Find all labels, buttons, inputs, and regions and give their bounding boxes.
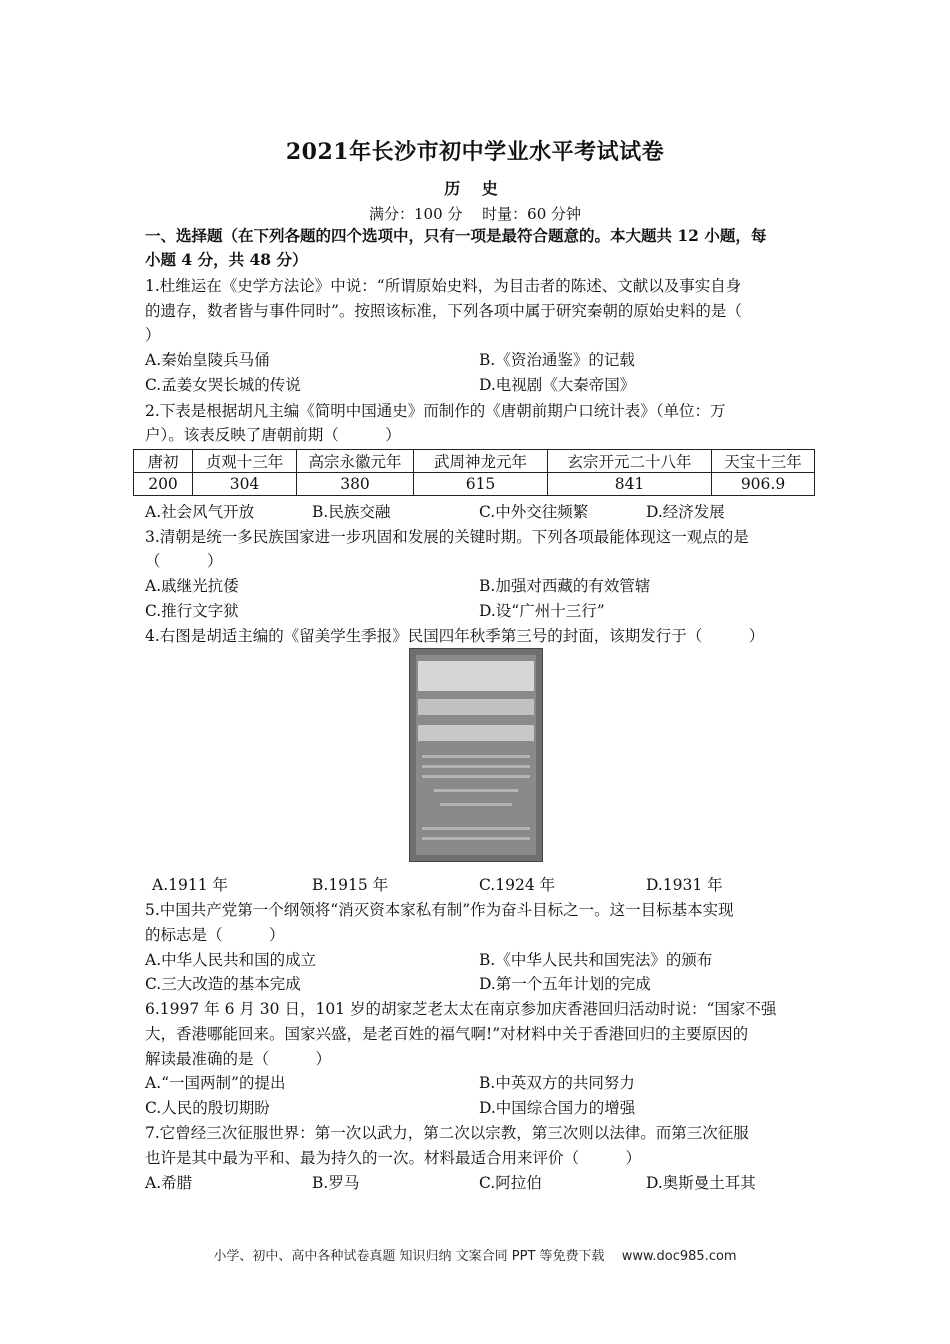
q7-option-c: C.阿拉伯 <box>479 1174 542 1192</box>
q4-option-b: B.1915 年 <box>312 876 389 894</box>
q6-stem-line1: 6.1997 年 6 月 30 日，101 岁的胡家芝老太太在南京参加庆香港回归活动时说：“国家不强 <box>145 1000 777 1018</box>
cover-issue-band <box>418 699 534 715</box>
table-header-cell: 贞观十三年 <box>193 450 297 473</box>
q5-stem-line1: 5.中国共产党第一个纲领将“消灭资本家私有制”作为奋斗目标之一。这一目标基本实现 <box>145 901 734 919</box>
table-cell: 615 <box>414 473 548 496</box>
q1-option-d: D.电视剧《大秦帝国》 <box>479 376 636 394</box>
exam-title: 2021年长沙市初中学业水平考试试卷 <box>285 139 665 165</box>
exam-subject: 历 史 <box>444 179 506 198</box>
q1-stem-line2: 的遗存，数者皆与事件同时”。按照该标准，下列各项中属于研究秦朝的原始史料的是（ <box>145 302 742 320</box>
q3-option-b: B.加强对西藏的有效管辖 <box>479 577 651 595</box>
cover-text-line <box>422 765 530 768</box>
table-header-cell: 天宝十三年 <box>712 450 815 473</box>
exam-meta: 满分：100 分 时量：60 分钟 <box>368 205 582 223</box>
q4-stem-line1: 4.右图是胡适主编的《留美学生季报》民国四年秋季第三号的封面，该期发行于（ ） <box>145 627 765 645</box>
q6-stem-line3: 解读最准确的是（ ） <box>145 1050 332 1068</box>
table-header-row <box>134 450 815 473</box>
q1-stem-line3: ） <box>145 326 161 344</box>
household-table <box>133 449 815 496</box>
q3-option-c: C.推行文字狱 <box>145 602 239 620</box>
cover-text-line <box>422 827 530 830</box>
q7-option-b: B.罗马 <box>312 1174 360 1192</box>
section-instruction-line1: 一、选择题（在下列各题的四个选项中，只有一项是最符合题意的。本大题共 12 小题，每 <box>145 226 767 245</box>
q6-option-a: A.“一国两制”的提出 <box>145 1074 286 1092</box>
q7-option-d: D.奥斯曼土耳其 <box>646 1174 756 1192</box>
q1-option-a: A.秦始皇陵兵马俑 <box>145 351 270 369</box>
table-cell: 304 <box>193 473 297 496</box>
q2-option-c: C.中外交往频繁 <box>479 503 589 521</box>
q4-option-a: A.1911 年 <box>152 876 228 894</box>
q2-option-d: D.经济发展 <box>646 503 725 521</box>
q1-option-c: C.孟姜女哭长城的传说 <box>145 376 301 394</box>
section-instruction-line2: 小题 4 分，共 48 分） <box>145 250 308 269</box>
q3-option-a: A.戚继光抗倭 <box>145 577 239 595</box>
cover-text-line <box>422 755 530 758</box>
q5-stem-line2: 的标志是（ ） <box>145 926 285 944</box>
q2-stem-line2: 户）。该表反映了唐朝前期（ ） <box>145 426 401 444</box>
q6-option-b: B.中英双方的共同努力 <box>479 1074 635 1092</box>
table-cell: 841 <box>548 473 712 496</box>
cover-title-band <box>418 661 534 691</box>
table-header-cell: 唐初 <box>134 450 193 473</box>
table-header-cell: 武周神龙元年 <box>414 450 548 473</box>
cover-text-line <box>434 789 518 792</box>
q6-stem-line2: 大，香港哪能回来。国家兴盛，是老百姓的福气啊!”对材料中关于香港回归的主要原因的 <box>145 1025 749 1043</box>
q7-stem-line2: 也许是其中最为平和、最为持久的一次。材料最适合用来评价（ ） <box>145 1149 642 1167</box>
q6-option-c: C.人民的殷切期盼 <box>145 1099 270 1117</box>
q5-option-c: C.三大改造的基本完成 <box>145 975 301 993</box>
q3-option-d: D.设“广州十三行” <box>479 602 605 620</box>
q1-option-b: B.《资治通鉴》的记载 <box>479 351 635 369</box>
magazine-cover-image <box>409 648 543 862</box>
q2-option-a: A.社会风气开放 <box>145 503 255 521</box>
q4-option-d: D.1931 年 <box>646 876 723 894</box>
table-header-cell: 高宗永徽元年 <box>297 450 414 473</box>
cover-text-line <box>422 837 530 840</box>
q2-stem-line1: 2.下表是根据胡凡主编《简明中国通史》而制作的《唐朝前期户口统计表》（单位：万 <box>145 402 726 420</box>
q2-option-b: B.民族交融 <box>312 503 391 521</box>
q5-option-b: B.《中华人民共和国宪法》的颁布 <box>479 951 713 969</box>
q3-stem-line1: 3.清朝是统一多民族国家进一步巩固和发展的关键时期。下列各项最能体现这一观点的是 <box>145 528 749 546</box>
table-cell: 200 <box>134 473 193 496</box>
q6-option-d: D.中国综合国力的增强 <box>479 1099 636 1117</box>
q5-option-d: D.第一个五年计划的完成 <box>479 975 651 993</box>
cover-text-line <box>440 803 512 806</box>
q1-stem-line1: 1.杜维运在《史学方法论》中说：“所谓原始史料，为目击者的陈述、文献以及事实自身 <box>145 277 742 295</box>
q5-option-a: A.中华人民共和国的成立 <box>145 951 317 969</box>
page-footer: 小学、初中、高中各种试卷真题 知识归纳 文案合同 PPT 等免费下载 www.doc985.com <box>213 1249 737 1264</box>
table-header-cell: 玄宗开元二十八年 <box>548 450 712 473</box>
q7-option-a: A.希腊 <box>145 1174 193 1192</box>
q4-option-c: C.1924 年 <box>479 876 556 894</box>
table-cell: 380 <box>297 473 414 496</box>
cover-text-line <box>422 775 530 778</box>
q7-stem-line1: 7.它曾经三次征服世界：第一次以武力，第二次以宗教，第三次则以法律。而第三次征服 <box>145 1124 749 1142</box>
table-cell: 906.9 <box>712 473 815 496</box>
table-row <box>134 473 815 496</box>
cover-publisher-band <box>418 725 534 741</box>
q3-stem-line2: （ ） <box>145 552 223 570</box>
